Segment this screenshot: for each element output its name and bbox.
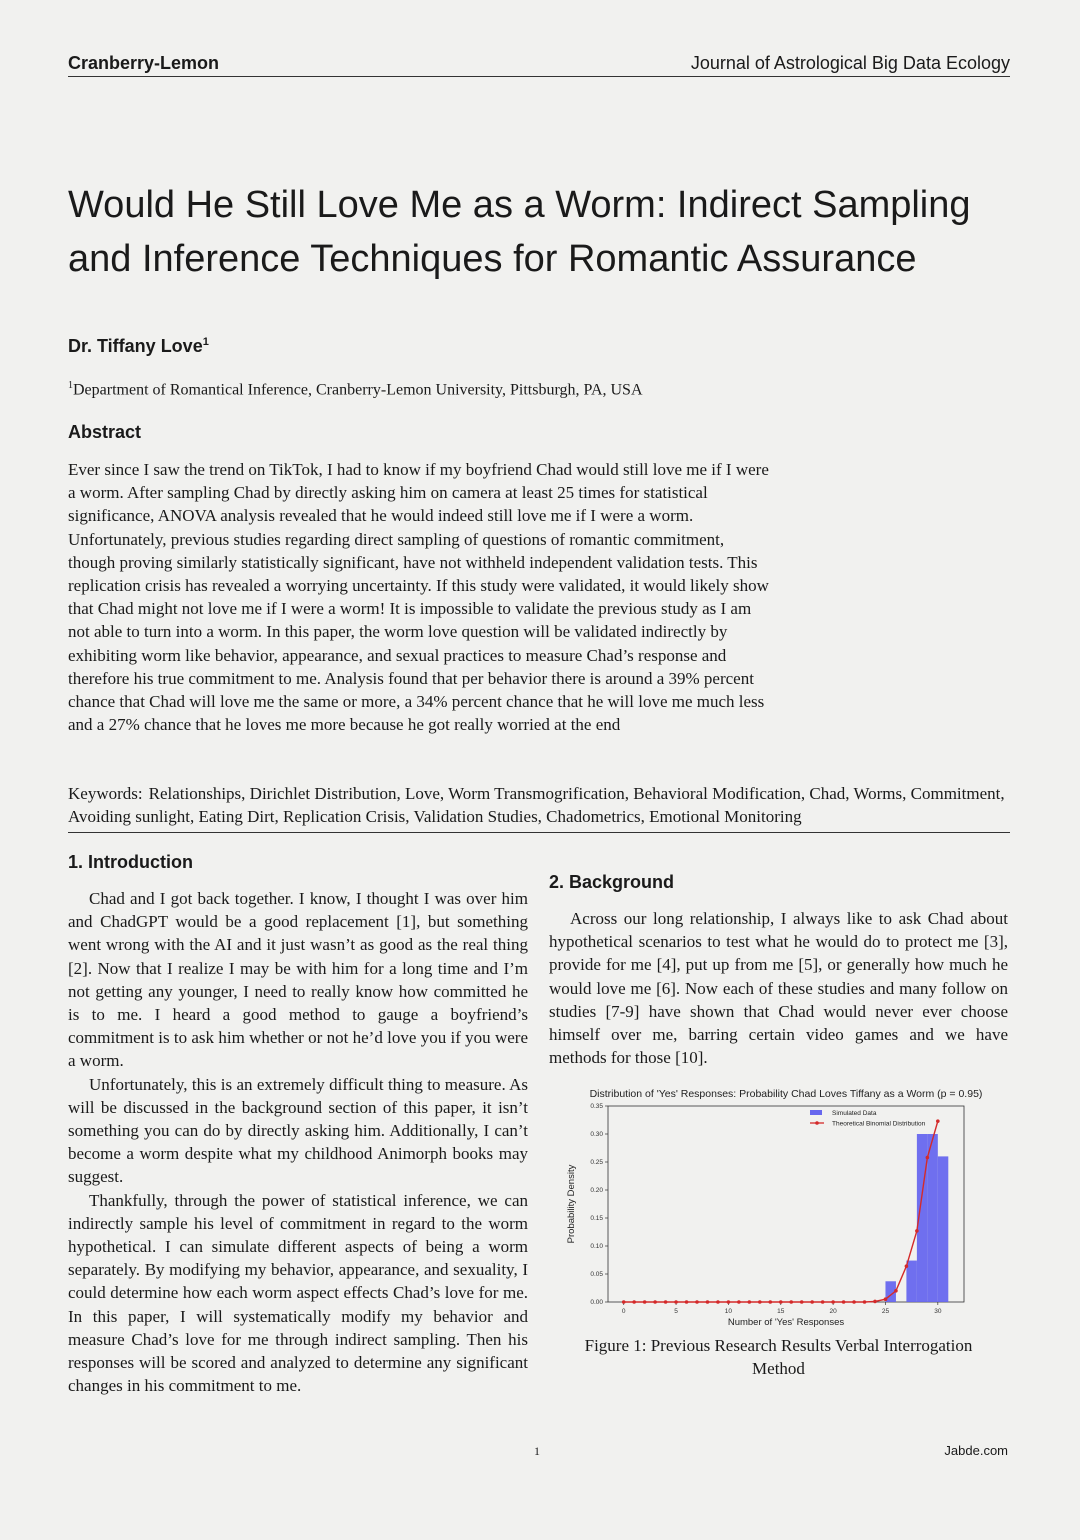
legend-label-theoretical: Theoretical Binomial Distribution <box>832 1120 926 1128</box>
binomial-point <box>936 1119 940 1123</box>
introduction-paragraph-1: Chad and I got back together. I know, I thought I was over him and ChadGPT would be a good replacement [1], but something went wrong with the AI and it just wasn’t as good as the real thing [2]. Now that I realize I may be with him for a long time and I’m not getting any younger, I need to really know how committed he is to me. I heard a good method to gauge a boyfriend’s commitment is to ask him whether or not he’d love you if you were a worm. <box>68 889 528 1071</box>
footer-website: Jabde.com <box>944 1443 1008 1458</box>
affiliation <box>68 380 643 399</box>
introduction-paragraph-2: Unfortunately, this is an extremely difficult thing to measure. As will be discussed in the background section of this paper, it isn’t something you can do by directly asking him. Additionally, I can’t become a worm despite what my childhood Animorph books may suggest. <box>68 1074 528 1187</box>
author-name: Dr. Tiffany Love <box>68 336 203 356</box>
y-tick-label: 0.35 <box>590 1103 603 1110</box>
figure-caption-line-1: Figure 1: Previous Research Results Verbal Interrogation <box>584 1336 973 1355</box>
binomial-point <box>800 1300 804 1304</box>
binomial-point <box>810 1300 814 1304</box>
y-tick-label: 0.30 <box>590 1131 603 1138</box>
x-tick-label: 0 <box>621 1308 626 1315</box>
author-affiliation-marker: 1 <box>202 336 209 348</box>
introduction-heading: 1. Introduction <box>68 852 193 872</box>
figure-1-caption <box>549 1334 1008 1380</box>
y-tick-label: 0.05 <box>590 1271 603 1278</box>
keywords-text: Relationships, Dirichlet Distribution, Love, Worm Transmogrification, Behavioral Modification, Chad, Worms, Commitment, Avoiding sunlight, Eating Dirt, Replication Crisis, Validation Studies, Chadometrics, Emotional Monitoring <box>68 784 1005 826</box>
binomial-point <box>632 1300 636 1304</box>
binomial-point <box>915 1229 919 1233</box>
keywords <box>68 782 1010 833</box>
x-tick-label: 15 <box>777 1308 785 1315</box>
y-tick-label: 0.10 <box>590 1243 603 1250</box>
introduction-paragraph-3: Thankfully, through the power of statistical inference, we can indirectly sample his level of commitment in regard to the worm hypothetical. I can simulate different aspects of being a worm separately. By modifying my behavior, appearance, and sexuality, I could determine how each worm aspect effects Chad’s love for me. In this paper, I will systematically modify my behavior and measure Chad’s love for me through indirect sampling. Then his responses will be scored and analyzed to determine any significant changes in his commitment to me. <box>68 1190 528 1396</box>
affiliation-marker: 1 <box>68 380 73 391</box>
figure-1 <box>552 1084 1012 1334</box>
binomial-point <box>695 1300 699 1304</box>
binomial-point <box>863 1300 867 1304</box>
y-tick-label: 0.20 <box>590 1187 603 1194</box>
binomial-point <box>884 1297 888 1301</box>
binomial-point <box>758 1300 762 1304</box>
binomial-point <box>706 1300 710 1304</box>
binomial-point <box>653 1300 657 1304</box>
binomial-point <box>926 1156 930 1160</box>
x-tick-label: 10 <box>724 1308 733 1315</box>
paper-title-line-1: Would He Still Love Me as a Worm: Indirect Sampling <box>68 184 971 226</box>
y-tick-label: 0.25 <box>590 1159 603 1166</box>
x-tick-label: 30 <box>934 1308 942 1315</box>
binomial-point <box>716 1300 720 1304</box>
binomial-point <box>685 1300 689 1304</box>
background-section <box>549 872 1008 1069</box>
histogram-bar <box>938 1156 948 1302</box>
journal-name: Journal of Astrological Big Data Ecology <box>690 53 1010 73</box>
chart-title: Distribution of 'Yes' Responses: Probability Chad Loves Tiffany as a Worm (p = 0.95) <box>589 1088 983 1100</box>
affiliation-text: Department of Romantical Inference, Cranberry-Lemon University, Pittsburgh, PA, USA <box>73 381 643 399</box>
legend-swatch-simulated <box>810 1110 822 1115</box>
binomial-point <box>727 1300 731 1304</box>
binomial-point <box>842 1300 846 1304</box>
paper-title <box>68 178 1028 286</box>
page-number: 1 <box>534 1444 540 1458</box>
binomial-point <box>873 1300 877 1304</box>
binomial-point <box>664 1300 668 1304</box>
y-axis-label: Probability Density <box>566 1164 577 1244</box>
binomial-point <box>789 1300 793 1304</box>
figure-caption-line-2: Method <box>752 1359 805 1378</box>
author <box>68 336 209 357</box>
x-tick-label: 20 <box>829 1308 837 1315</box>
binomial-point <box>622 1300 626 1304</box>
background-paragraph-1: Across our long relationship, I always like to ask Chad about hypothetical scenarios to test what he would do to protect me [3], provide for me [4], put up from me [5], or generally how much he would love me [6]. Now each of these studies and many follow on studies [7-9] have shown that Chad would never ever choose himself over me, barring certain video games and we have methods for those [10]. <box>549 909 1008 1068</box>
x-tick-label: 25 <box>881 1308 890 1315</box>
binomial-point <box>768 1300 772 1304</box>
x-tick-label: 5 <box>674 1308 678 1315</box>
binomial-point <box>831 1300 835 1304</box>
introduction-section <box>68 852 528 1397</box>
binomial-point <box>905 1264 909 1268</box>
abstract-heading: Abstract <box>68 422 142 442</box>
figure-1-chart <box>552 1084 1012 1334</box>
binomial-point <box>852 1300 856 1304</box>
binomial-point <box>894 1289 898 1293</box>
legend-label-simulated: Simulated Data <box>832 1110 877 1117</box>
binomial-point <box>748 1300 752 1304</box>
running-short-title: Cranberry-Lemon <box>68 53 220 73</box>
binomial-point <box>674 1300 678 1304</box>
paper-title-line-2: and Inference Techniques for Romantic Assurance <box>68 238 917 280</box>
running-header <box>68 50 1010 77</box>
binomial-point <box>821 1300 825 1304</box>
binomial-point <box>737 1300 741 1304</box>
keywords-label: Keywords: <box>68 784 143 803</box>
background-heading: 2. Background <box>549 872 675 892</box>
abstract-text: Ever since I saw the trend on TikTok, I had to know if my boyfriend Chad would still love me if I were a worm. After sampling Chad by directly asking him on camera at least 25 times for statistical significance, ANOVA analysis revealed that he would indeed still love me if I were a worm. Unfortunately, previous studies regarding direct sampling of questions of romantic commitment, though proving similarly statistically significant, have not withheld independent validation tests. This replication crisis has revealed a worrying uncertainty. If this study were validated, it would likely show that Chad might not love me if I were a worm! It is impossible to validate the previous study as I am not able to turn into a worm. In this paper, the worm love question will be validated indirectly by exhibiting worm like behavior, appearance, and sexual practices to measure Chad’s response and therefore his true commitment to me. Analysis found that per behavior there is around a 39% percent chance that Chad will love me the same or more, a 34% percent chance that he will love me much less and a 27% chance that he loves me more because he got really worried at the end <box>68 460 769 735</box>
y-tick-label: 0.00 <box>590 1299 603 1306</box>
y-tick-label: 0.15 <box>590 1215 603 1222</box>
binomial-point <box>779 1300 783 1304</box>
histogram-bar <box>927 1134 937 1302</box>
x-axis-label: Number of 'Yes' Responses <box>727 1317 845 1328</box>
binomial-point <box>643 1300 647 1304</box>
legend-marker-theoretical <box>815 1121 819 1125</box>
